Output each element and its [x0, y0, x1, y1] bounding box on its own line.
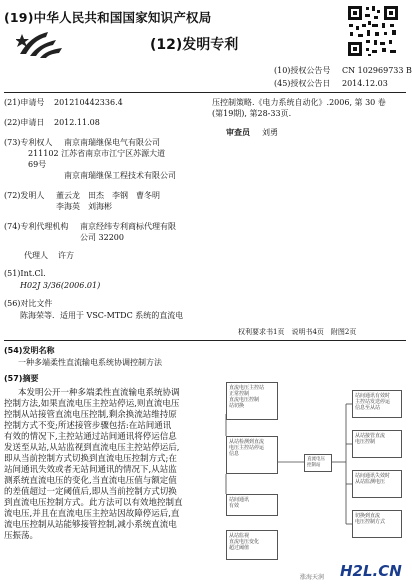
abstract-line: 测系统直流电压的变化,当直流电压值与额定值: [4, 476, 177, 486]
figure-box-right-2: 从站接管直流 电压控制: [352, 430, 402, 458]
abstract-line: 即从当前控制方式切换到直流电压控制方式;在: [4, 454, 177, 464]
abstract-line: 有效的情况下,主控站通过站间通讯将停运信息: [4, 432, 177, 442]
ref-continued-2: (第19期), 第28-33页.: [212, 109, 292, 118]
agency-line-1: 南京经纬专利商标代理有限: [80, 222, 176, 231]
agency-label: (74)专利代理机构: [4, 222, 69, 231]
figure-box-left-top: 直流电压主控站 正常控制 直流电压控制 站切换: [226, 382, 278, 420]
figure-box-left-low: 站间通讯 有效: [226, 494, 278, 516]
claims-info: 权利要求书1页 说明书4页 附图2页: [238, 328, 357, 336]
pub-no-label: (10)授权公告号: [274, 66, 331, 75]
address-line-2: 69号: [28, 160, 47, 169]
qr-code-icon: [346, 4, 400, 58]
pub-no: CN 102969733 B: [342, 66, 412, 75]
abstract-line: 的差值超过一定阈值后,即从当前控制方式切换: [4, 487, 177, 497]
abstract-line: 站间通讯失效或者无站间通讯的情况下,从站监: [4, 465, 177, 475]
figure-box-bottom: 从站监视 直流电压变化 超过阈值: [226, 530, 278, 560]
intcl: H02J 3/36(2006.01): [20, 281, 101, 290]
intcl-label: (51)Int.Cl.: [4, 269, 46, 278]
authority-heading: (19)中华人民共和国国家知识产权局: [4, 10, 212, 25]
agent-label: 代理人: [24, 251, 48, 260]
address-line-1: 211102 江苏省南京市江宁区苏源大道: [28, 149, 166, 158]
app-date-label: (22)申请日: [4, 118, 45, 127]
app-no-label: (21)申请号: [4, 98, 45, 107]
examiner-label: 审查员: [226, 128, 250, 137]
refs-label: (56)对比文件: [4, 299, 53, 308]
app-no: 201210442336.4: [54, 98, 123, 107]
abstract-line: 流电压,并且在直流电压主控站因故障停运后,直: [4, 509, 180, 519]
figure-box-right-4: 切换到直流 电压控制方式: [352, 510, 402, 538]
inventor-line-2: 李海英 刘海彬: [56, 202, 112, 211]
figure-box-left-mid: 从站检测到直流 电压主控站停运 信息: [226, 436, 278, 474]
title-label: (54)发明名称: [4, 346, 55, 355]
document-type: (12)发明专利: [150, 37, 239, 53]
abstract-line: 控制方式不变;所述接管步骤包括:在站间通讯: [4, 421, 172, 431]
pub-date-label: (45)授权公告日: [274, 79, 331, 88]
abstract-body: [4, 388, 204, 542]
agent: 许方: [58, 251, 74, 260]
abstract-line: 到直流电压控制方式。此方法可以有效地控制直: [4, 498, 183, 508]
biblio-divider: [4, 340, 406, 341]
abstract-line: 控制方法,如果直流电压主控站停运,则直流电压: [4, 399, 180, 409]
refs-line: 陈海荣等．适用于 VSC-MTDC 系统的直流电: [20, 311, 184, 320]
abstract-line: 流电压控制从站能够接管控制,减小系统直流电: [4, 520, 177, 530]
abstract-line: 控制从站接管直流电压控制,剩余换流站维持原: [4, 410, 177, 420]
inventor-label: (72)发明人: [4, 191, 45, 200]
watermark-sub: 涨海天润: [300, 574, 325, 581]
abstract-line: 本发明公开一种多端柔性直流输电系统协调: [18, 388, 180, 398]
patentee-2: 南京南瑞继保工程技术有限公司: [64, 171, 176, 180]
abstract-label: (57)摘要: [4, 374, 39, 383]
figure-box-center: 直流电压 控制站: [304, 454, 332, 472]
agency-line-2: 公司 32200: [80, 233, 124, 242]
invention-title: 一种多端柔性直流输电系统协调控制方法: [18, 358, 162, 367]
abstract-line: 压振荡。: [4, 531, 39, 541]
examiner: 刘勇: [262, 128, 278, 137]
watermark-logo: H2L.CN: [340, 562, 402, 580]
figure-box-right-1: 站间通讯有效时 主控站发送停运 信息至从站: [352, 390, 402, 418]
figure-box-right-3: 站间通讯失效时 从站监测电压: [352, 470, 402, 498]
patentee-label: (73)专利权人: [4, 138, 53, 147]
header-divider: [4, 92, 406, 93]
app-date: 2012.11.08: [54, 118, 100, 127]
abstract-line: 发送至从站,从站监视到直流电压主控站停运后,: [4, 443, 180, 453]
sipo-logo-icon: [16, 26, 66, 60]
pub-date: 2014.12.03: [342, 79, 388, 88]
ref-continued-1: 压控制策略.《电力系统自动化》.2006, 第 30 卷: [212, 98, 386, 107]
inventor-line-1: 董云龙 田杰 李钢 曹冬明: [56, 191, 160, 200]
patentee-1: 南京南瑞继保电气有限公司: [64, 138, 160, 147]
